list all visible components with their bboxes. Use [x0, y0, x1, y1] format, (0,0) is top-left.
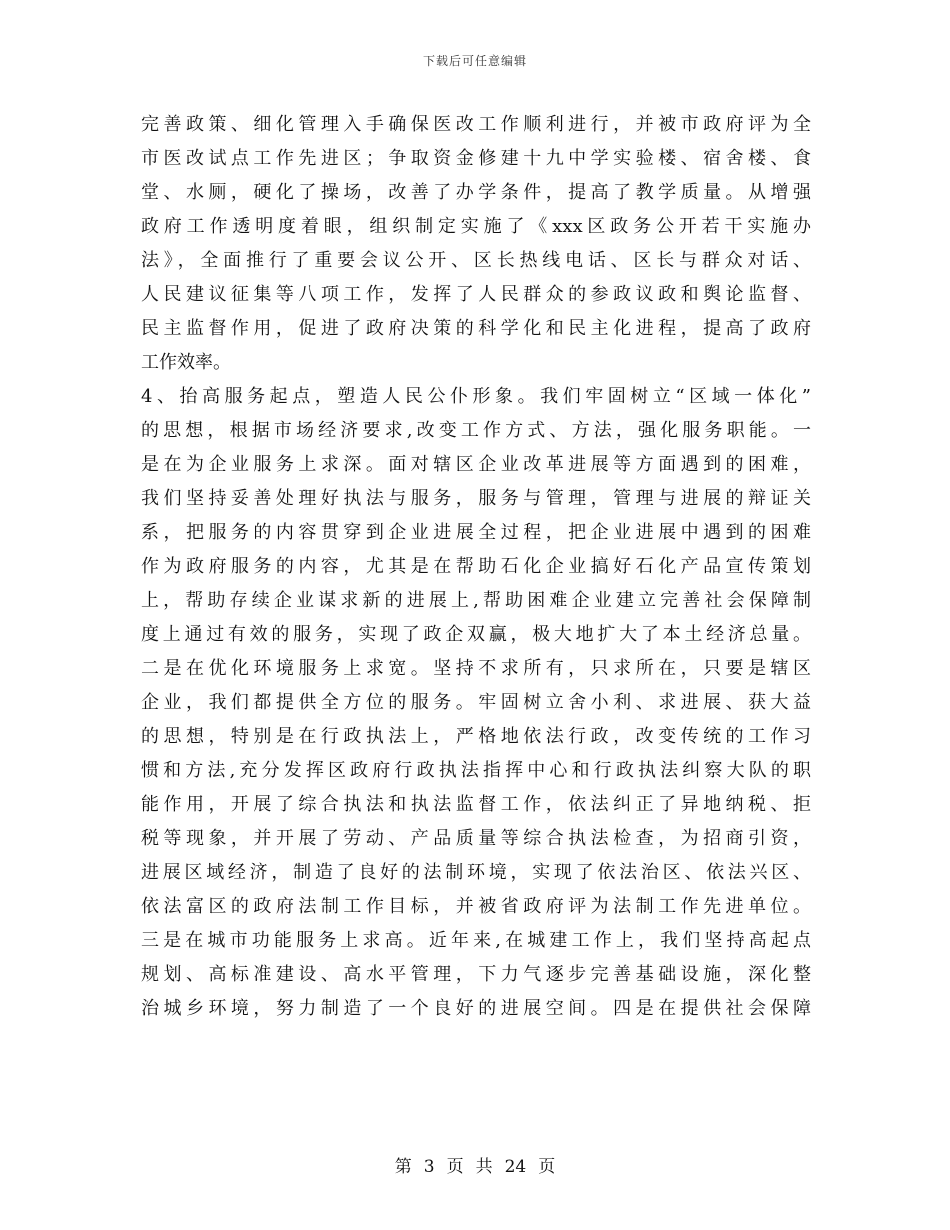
body-line: 的思想，根据市场经济要求,改变工作方式、方法，强化服务职能。一 — [141, 420, 811, 441]
body-line: 工作效率。 — [141, 352, 231, 373]
body-line: 二是在优化环境服务上求宽。坚持不求所有，只求所在，只要是辖区 — [141, 658, 811, 679]
body-line: 民主监督作用，促进了政府决策的科学化和民主化进程，提高了政府 — [141, 318, 811, 339]
body-line: 三是在城市功能服务上求高。近年来,在城建工作上，我们坚持高起点 — [141, 930, 811, 951]
body-line: 依法富区的政府法制工作目标，并被省政府评为法制工作先进单位。 — [141, 896, 811, 917]
body-line: 进展区域经济，制造了良好的法制环境，实现了依法治区、依法兴区、 — [141, 862, 811, 883]
footer-page-number: 3 — [423, 1157, 435, 1177]
body-line: 政府工作透明度着眼，组织制定实施了《xxx区政务公开若干实施办 — [141, 216, 811, 237]
page-footer — [0, 1152, 950, 1177]
footer-prefix: 第 — [394, 1157, 412, 1177]
body-line: 4、抬高服务起点，塑造人民公仆形象。我们牢固树立“区域一体化” — [141, 386, 811, 407]
body-line: 上，帮助存续企业谋求新的进展上,帮助困难企业建立完善社会保障制 — [141, 590, 811, 611]
body-line: 的思想，特别是在行政执法上，严格地依法行政，改变传统的工作习 — [141, 726, 811, 747]
body-line: 能作用，开展了综合执法和执法监督工作，依法纠正了异地纳税、拒 — [141, 794, 811, 815]
body-line: 市医改试点工作先进区；争取资金修建十九中学实验楼、宿舍楼、食 — [141, 148, 811, 169]
body-line: 我们坚持妥善处理好执法与服务，服务与管理，管理与进展的辩证关 — [141, 488, 811, 509]
body-line: 系，把服务的内容贯穿到企业进展全过程，把企业进展中遇到的困难 — [141, 522, 811, 543]
body-line: 法》，全面推行了重要会议公开、区长热线电话、区长与群众对话、 — [141, 250, 811, 271]
page-header-note: 下载后可任意编辑 — [422, 54, 527, 68]
body-line: 堂、水厕，硬化了操场，改善了办学条件，提高了教学质量。从增强 — [141, 182, 811, 203]
footer-page-word: 页 — [446, 1157, 464, 1177]
body-line: 度上通过有效的服务，实现了政企双赢，极大地扩大了本土经济总量。 — [141, 624, 811, 645]
body-line: 治城乡环境，努力制造了一个良好的进展空间。四是在提供社会保障 — [141, 998, 811, 1019]
body-line: 企业，我们都提供全方位的服务。牢固树立舍小利、求进展、获大益 — [141, 692, 811, 713]
footer-total-pages: 24 — [504, 1157, 527, 1177]
footer-total-word: 共 — [475, 1157, 493, 1177]
body-line: 是在为企业服务上求深。面对辖区企业改革进展等方面遇到的困难， — [141, 454, 811, 475]
body-line: 税等现象，并开展了劳动、产品质量等综合执法检查，为招商引资， — [141, 828, 811, 849]
body-line: 规划、高标准建设、高水平管理，下力气逐步完善基础设施，深化整 — [141, 964, 811, 985]
body-line: 完善政策、细化管理入手确保医改工作顺利进行，并被市政府评为全 — [141, 114, 811, 135]
body-line: 人民建议征集等八项工作，发挥了人民群众的参政议政和舆论监督、 — [141, 284, 811, 305]
body-line: 作为政府服务的内容，尤其是在帮助石化企业搞好石化产品宣传策划 — [141, 556, 811, 577]
body-line: 惯和方法,充分发挥区政府行政执法指挥中心和行政执法纠察大队的职 — [141, 760, 811, 781]
footer-suffix: 页 — [538, 1157, 556, 1177]
document-body — [141, 108, 811, 1026]
